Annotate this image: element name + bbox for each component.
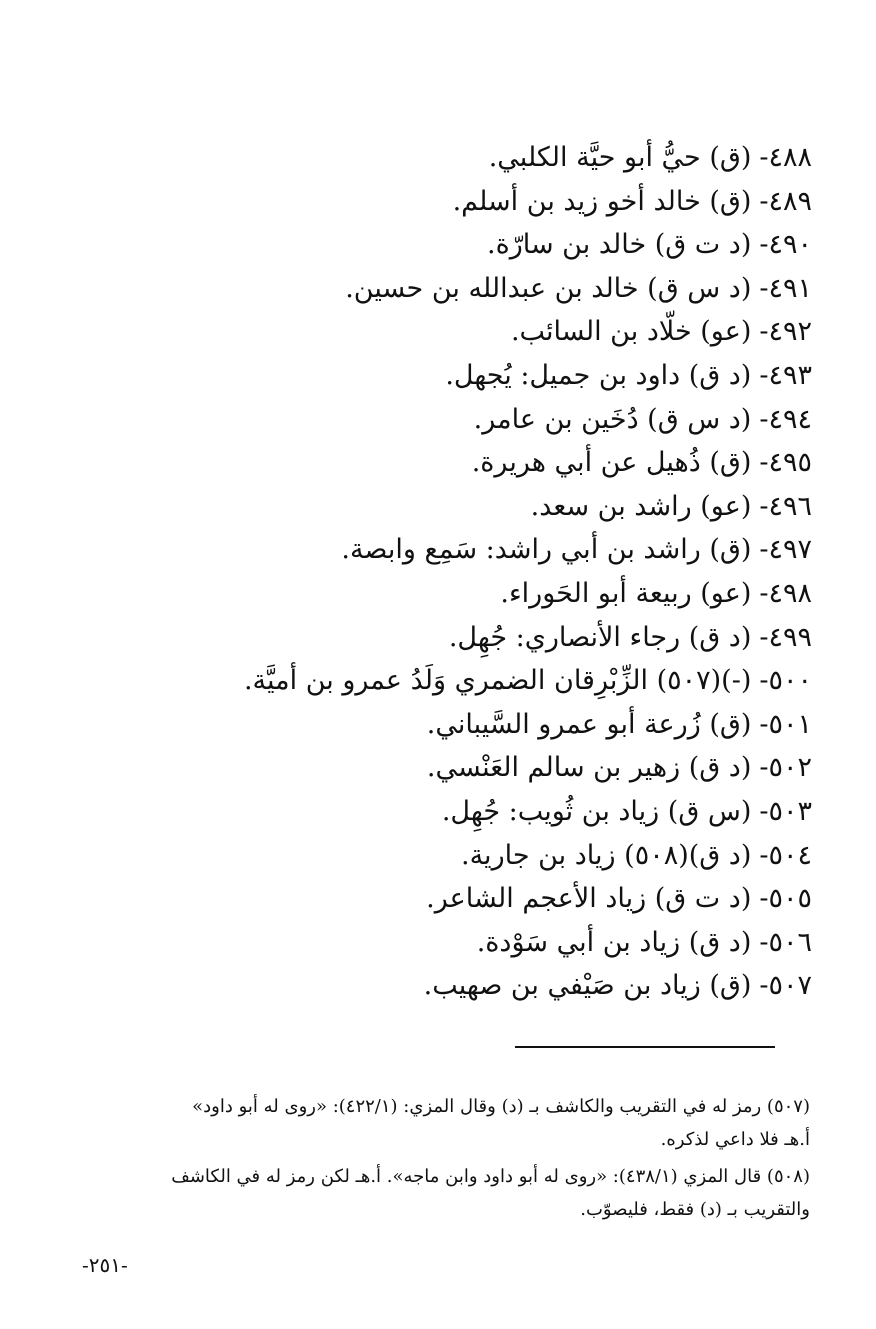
list-item (72, 964, 812, 1008)
list-item (72, 877, 812, 921)
entry-text: (د ق) داود بن جميل: يُجهل. (445, 359, 752, 391)
list-item (72, 659, 812, 703)
list-item (72, 267, 812, 311)
list-item (72, 921, 812, 965)
entry-number: ٥٠٣- (759, 795, 812, 827)
entry-text: (ق) زياد بن صَيْفي بن صهيب. (423, 970, 752, 1002)
footnote-line: أ.هـ فلا داعي لذكره. (660, 1129, 810, 1150)
entry-number: ٤٨٩- (759, 185, 812, 217)
list-item (72, 398, 812, 442)
entry-number: ٥٠٥- (759, 883, 812, 915)
entry-text: (عو) راشد بن سعد. (530, 490, 752, 522)
entry-text: (د ق) زياد بن أبي سَوْدة. (476, 926, 752, 958)
entry-text: (ق) راشد بن أبي راشد: سَمِع وابصة. (341, 534, 752, 566)
list-item (72, 180, 812, 224)
list-item (72, 528, 812, 572)
entry-text: (د ق) رجاء الأنصاري: جُهِل. (448, 621, 752, 653)
entry-number: ٤٩٤- (759, 403, 812, 435)
entry-number: ٥٠٦- (759, 926, 812, 958)
entry-number: ٤٩١- (759, 272, 812, 304)
list-item (72, 746, 812, 790)
entry-text: (عو) خلّاد بن السائب. (510, 316, 752, 348)
list-item (72, 790, 812, 834)
entry-number: ٥٠٤- (759, 839, 812, 871)
entry-text: (د س ق) دُخَين بن عامر. (473, 403, 752, 435)
entry-number: ٤٨٨- (759, 142, 812, 173)
entry-number: ٥٠٢- (759, 752, 812, 784)
list-item (72, 310, 812, 354)
entry-number: ٤٩٥- (759, 447, 812, 479)
footnote-508 (80, 1160, 810, 1226)
entry-number: ٥٠٧- (759, 970, 812, 1002)
list-item (72, 136, 812, 180)
entry-number: ٤٩٧- (759, 534, 812, 566)
footnote-line: (٥٠٧) رمز له في التقريب والكاشف بـ (د) وقال المزي: (٤٢٢/١): «روى له أبو داود» (192, 1096, 810, 1117)
entry-text: (ق) ذُهيل عن أبي هريرة. (471, 447, 752, 479)
list-item (72, 616, 812, 660)
page-number: -٢٥١- (82, 1253, 128, 1277)
list-item (72, 572, 812, 616)
entry-list (72, 136, 812, 1008)
entry-number: ٤٩٠- (759, 229, 812, 261)
footnote-line: والتقريب بـ (د) فقط، فليصوّب. (580, 1199, 810, 1220)
entry-text: (د س ق) خالد بن عبدالله بن حسين. (345, 272, 752, 304)
entry-text: (د ق)(٥٠٨) زياد بن جارية. (461, 839, 752, 871)
footnotes (80, 1090, 810, 1230)
entry-text: (ق) حيُّ أبو حيَّة الكلبي. (488, 142, 752, 173)
entry-number: ٤٩٩- (759, 621, 812, 653)
list-item (72, 485, 812, 529)
footnote-divider (515, 1046, 775, 1048)
entry-number: ٥٠١- (759, 708, 812, 740)
footnote-507 (80, 1090, 810, 1156)
footnote-line: (٥٠٨) قال المزي (٤٣٨/١): «روى له أبو داود وابن ماجه». أ.هـ لكن رمز له في الكاشف (171, 1166, 810, 1187)
list-item (72, 354, 812, 398)
entry-text: (عو) ربيعة أبو الحَوراء. (500, 577, 752, 609)
list-item (72, 441, 812, 485)
entry-text: (د ق) زهير بن سالم العَنْسي. (426, 752, 752, 784)
entry-text: (د ت ق) زياد الأعجم الشاعر. (426, 883, 752, 915)
entry-text: (س ق) زياد بن ثُويب: جُهِل. (441, 795, 752, 827)
list-item (72, 223, 812, 267)
entry-text: (ق) خالد أخو زيد بن أسلم. (452, 185, 752, 217)
entry-number: ٤٩٦- (759, 490, 812, 522)
entry-text: (-)(٥٠٧) الزِّبْرِقان الضمري وَلَدُ عمرو بن أميَّة. (243, 665, 752, 697)
entry-number: ٤٩٢- (759, 316, 812, 348)
list-item (72, 703, 812, 747)
entry-text: (ق) زُرعة أبو عمرو السَّيباني. (426, 708, 752, 740)
list-item (72, 834, 812, 878)
entry-number: ٤٩٣- (759, 359, 812, 391)
entry-number: ٤٩٨- (759, 577, 812, 609)
entry-number: ٥٠٠- (759, 665, 812, 697)
entry-text: (د ت ق) خالد بن سارّة. (486, 229, 752, 261)
